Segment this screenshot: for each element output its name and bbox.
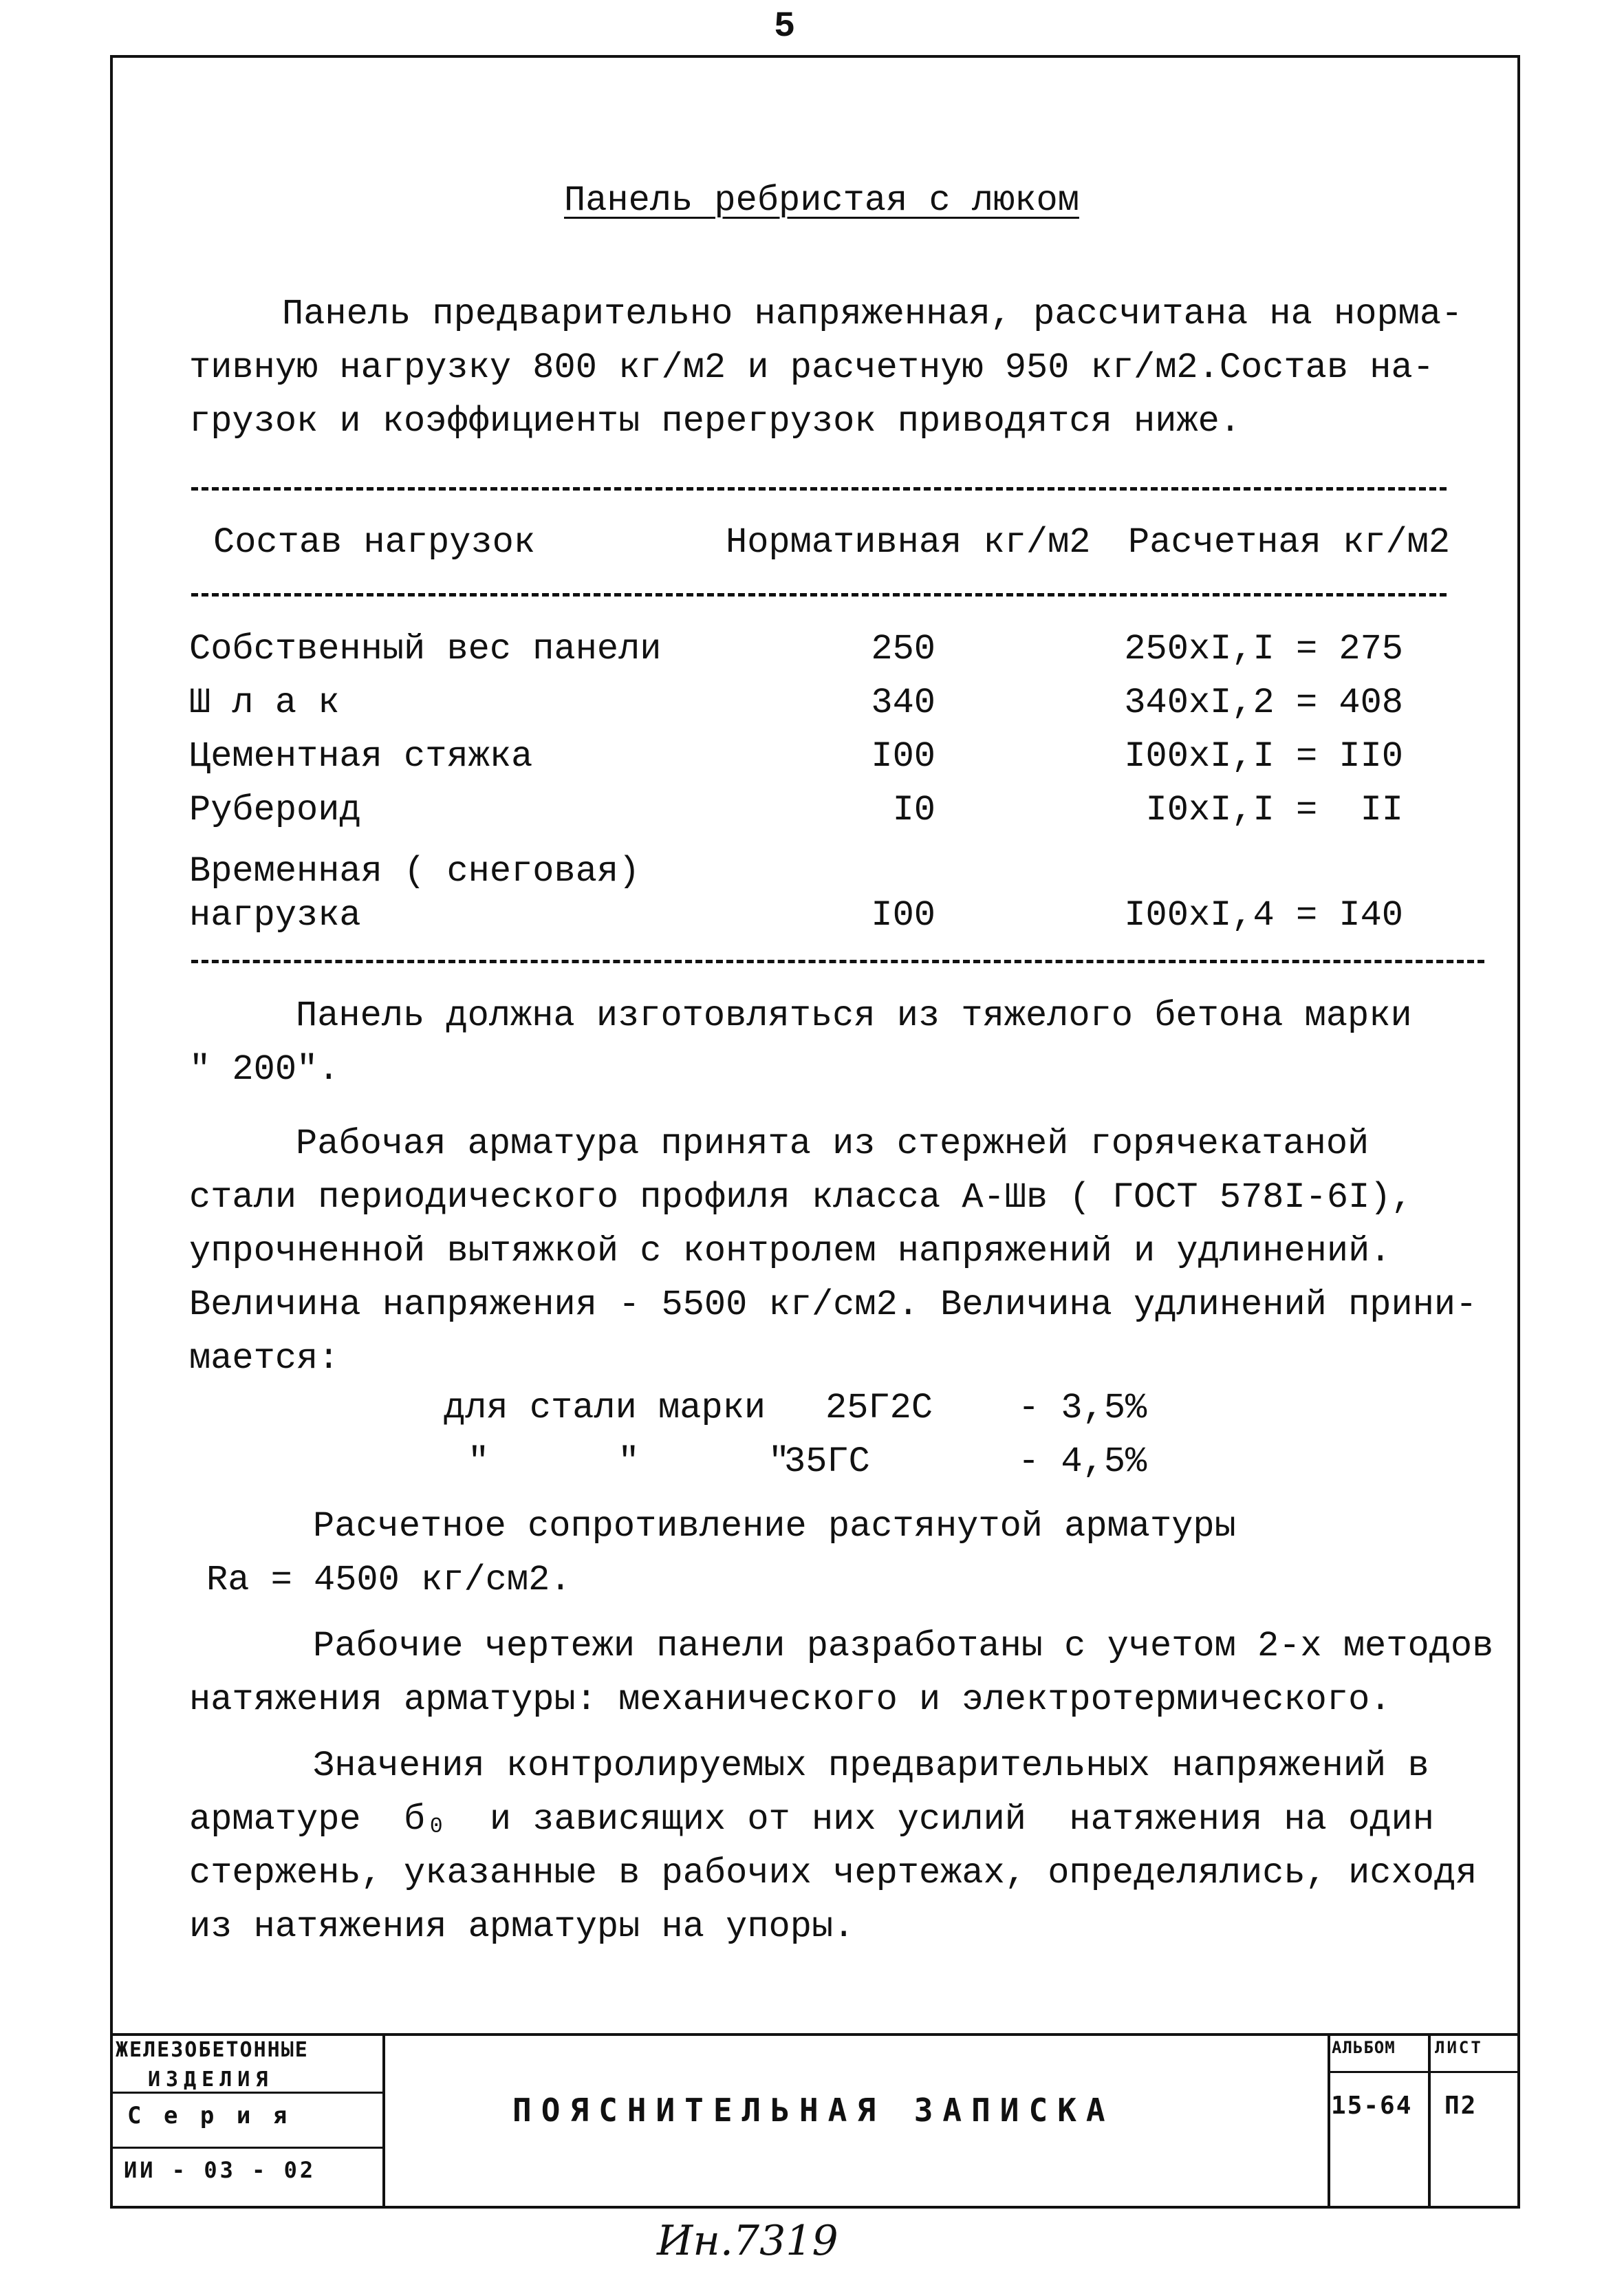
row-design: 340xI,2 = 408 — [1124, 683, 1403, 723]
row-name: Рубероид — [189, 790, 361, 830]
table-rule-bottom — [191, 960, 1484, 963]
elongation-value: - 4,5% — [1018, 1441, 1147, 1482]
page-number: 5 — [774, 6, 796, 47]
stress-line: арматуре б₀ и зависящих от них усилий натяжения на один — [189, 1799, 1434, 1840]
album-label: АЛЬБОМ — [1332, 2038, 1396, 2057]
rebar-line: Величина напряжения - 5500 кг/см2. Величина удлинений прини- — [189, 1285, 1477, 1325]
rebar-line: Рабочая арматура принята из стержней горячекатаной — [296, 1124, 1369, 1164]
resistance-line: Расчетное сопротивление растянутой арматуры — [313, 1506, 1236, 1547]
row-design: 250xI,I = 275 — [1124, 629, 1403, 669]
album-number: 15-64 — [1331, 2092, 1413, 2120]
row-normative: 250 — [871, 629, 935, 669]
row-normative: I00 — [871, 736, 935, 777]
elongation-label: " " " — [468, 1441, 790, 1482]
table-header-normative: Нормативная кг/м2 — [726, 522, 1091, 563]
stress-line: из натяжения арматуры на упоры. — [189, 1907, 855, 1947]
series-category: ИЗДЕЛИЯ — [148, 2068, 274, 2092]
row-normative: I00 — [871, 895, 935, 936]
row-design: I00xI,I = II0 — [1124, 736, 1403, 777]
resistance-line: Rа = 4500 кг/см2. — [206, 1560, 572, 1600]
elongation-label: для стали марки — [444, 1388, 766, 1428]
table-rule-top — [191, 487, 1447, 491]
concrete-line: " 200". — [189, 1049, 340, 1090]
row-design: I00xI,4 = I40 — [1124, 895, 1403, 936]
row-name-continued: нагрузка — [189, 895, 361, 936]
stamp-divider — [110, 2147, 385, 2149]
elongation-value: - 3,5% — [1018, 1388, 1147, 1428]
row-name: Ш л а к — [189, 683, 340, 723]
row-normative: 340 — [871, 683, 935, 723]
series-category: ЖЕЛЕЗОБЕТОННЫЕ — [116, 2038, 309, 2062]
row-normative: I0 — [892, 790, 935, 830]
intro-line: тивную нагрузку 800 кг/м2 и расчетную 950 кг/м2.Состав на- — [189, 347, 1434, 388]
concrete-line: Панель должна изготовляться из тяжелого бетона марки — [296, 996, 1412, 1036]
stress-line: стержень, указанные в рабочих чертежах, определялись, исходя — [189, 1853, 1477, 1893]
methods-line: Рабочие чертежи панели разработаны с учетом 2-х методов — [313, 1626, 1494, 1666]
row-name: Временная ( снеговая) — [189, 851, 640, 892]
stamp-divider — [1328, 2071, 1520, 2073]
sheet-number: П2 — [1444, 2092, 1477, 2120]
intro-line: грузок и коэффициенты перегрузок приводятся ниже. — [189, 401, 1242, 442]
steel-grade: 35ГС — [784, 1441, 870, 1482]
rebar-line: упрочненной вытяжкой с контролем напряжений и удлинений. — [189, 1231, 1392, 1271]
table-header-composition: Состав нагрузок — [213, 522, 536, 563]
row-name: Собственный вес панели — [189, 629, 662, 669]
row-design: I0xI,I = II — [1145, 790, 1403, 830]
rebar-line: стали периодического профиля класса А-Шв ( ГОСТ 578I-6I), — [189, 1177, 1413, 1218]
table-rule-header — [191, 593, 1447, 597]
inventory-number: Ин.7319 — [657, 2217, 838, 2265]
series-label: С е р и я — [127, 2102, 292, 2129]
intro-line: Панель предварительно напряженная, рассчитана на норма- — [282, 294, 1463, 334]
rebar-line: мается: — [189, 1338, 340, 1379]
series-code: ИИ - 03 - 02 — [124, 2157, 316, 2183]
title-block-sheet-cell — [1428, 2033, 1520, 2209]
document-type: ПОЯСНИТЕЛЬНАЯ ЗАПИСКА — [512, 2092, 1115, 2129]
stress-line: Значения контролируемых предварительных напряжений в — [313, 1746, 1429, 1786]
row-name: Цементная стяжка — [189, 736, 533, 777]
methods-line: натяжения арматуры: механического и электротермического. — [189, 1679, 1392, 1720]
title-block-album-cell — [1328, 2033, 1431, 2209]
stamp-divider — [110, 2092, 385, 2094]
sheet-label: ЛИСТ — [1435, 2038, 1483, 2057]
table-header-design: Расчетная кг/м2 — [1128, 522, 1451, 563]
steel-grade: 25Г2С — [825, 1388, 933, 1428]
document-title: Панель ребристая с люком — [564, 180, 1079, 221]
